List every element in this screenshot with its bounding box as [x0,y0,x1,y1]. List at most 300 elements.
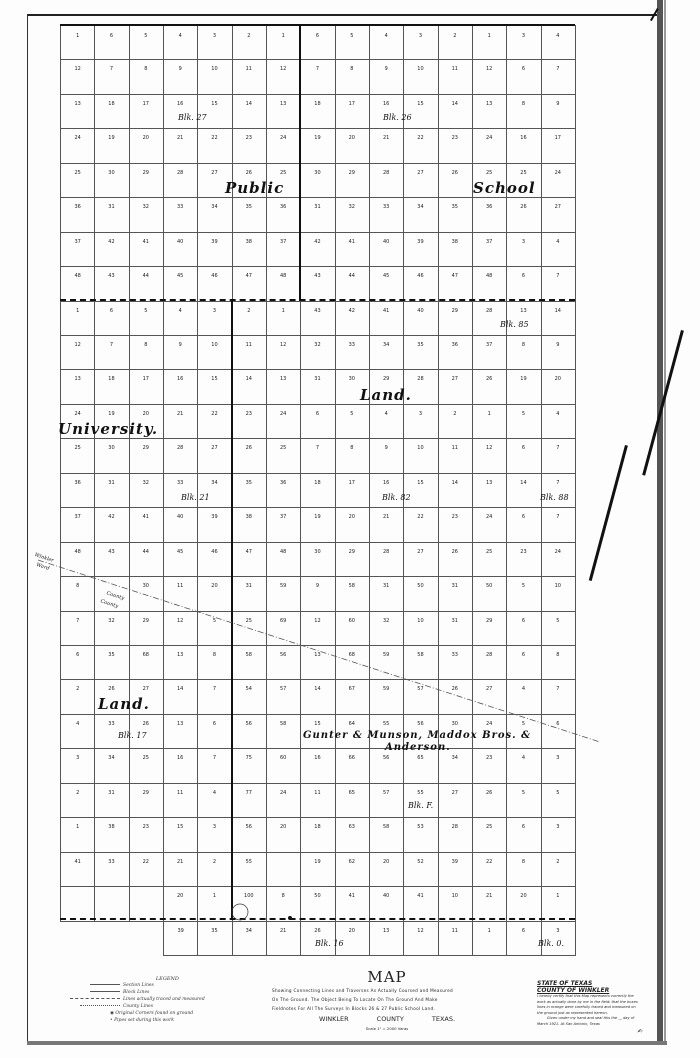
surveyor-certificate [537,980,667,1035]
survey-section: 64 [335,714,370,749]
survey-section: 37 [472,335,507,370]
survey-section: 3 [197,817,232,852]
survey-section: 35 [232,197,267,232]
survey-section: 11 [438,438,473,473]
survey-section: 14 [232,369,267,404]
survey-section: 30 [94,163,129,198]
survey-section: 2 [60,679,95,714]
survey-section: 13 [60,369,95,404]
survey-section: 38 [232,507,267,542]
survey-section: 12 [300,611,335,646]
survey-section: 9 [163,59,198,94]
survey-section: 25 [266,438,301,473]
survey-section: 28 [369,542,404,577]
survey-section: 1 [472,25,507,60]
survey-section: 28 [369,163,404,198]
survey-section: 3 [506,25,541,60]
survey-section: 42 [94,507,129,542]
survey-section: 30 [438,714,473,749]
legend-item-label: Lines actually traced and measured [123,997,205,1002]
survey-section: 67 [335,679,370,714]
survey-section: 6 [506,817,541,852]
survey-section: 11 [163,783,198,818]
survey-section: 43 [300,301,335,336]
survey-section: 21 [266,921,301,956]
survey-section: 21 [163,852,198,887]
survey-section: 26 [506,197,541,232]
signature: ✍︎ [636,1028,642,1035]
region-label: University. [58,420,159,438]
survey-section: 43 [94,266,129,301]
survey-section: 26 [300,921,335,956]
survey-section: 28 [438,817,473,852]
cert-line: the ground just as represented hereon. [537,1010,608,1015]
survey-section: 36 [266,473,301,508]
survey-section: 14 [232,94,267,129]
survey-section: 8 [335,438,370,473]
corner-icon: ◉ [110,1011,116,1016]
survey-section: 13 [369,921,404,956]
survey-section: 5 [129,301,164,336]
survey-section: 46 [197,266,232,301]
survey-section: 25 [60,163,95,198]
survey-section: 31 [438,611,473,646]
survey-section: 40 [403,301,438,336]
survey-section: 24 [472,714,507,749]
survey-section: 26 [472,369,507,404]
survey-section: 32 [335,197,370,232]
survey-section: 35 [94,645,129,680]
survey-section: 5 [335,25,370,60]
survey-section: 8 [506,94,541,129]
survey-section: 58 [266,714,301,749]
survey-section: 63 [335,817,370,852]
survey-section: 37 [266,507,301,542]
survey-section: 45 [163,542,198,577]
survey-section: 29 [129,611,164,646]
survey-section: 7 [541,507,576,542]
survey-section: 33 [369,197,404,232]
survey-section: 55 [369,714,404,749]
survey-section: 24 [60,404,95,439]
survey-section: 24 [266,404,301,439]
survey-section: 35 [197,921,232,956]
survey-section: 100 [232,886,267,921]
survey-section: 6 [94,25,129,60]
survey-section: 65 [335,783,370,818]
survey-section: 28 [472,301,507,336]
survey-section: 3 [197,25,232,60]
survey-section: 18 [300,94,335,129]
survey-section: 37 [472,232,507,267]
region-label: Public [225,179,285,197]
survey-section: 55 [232,852,267,887]
legend-item [90,1004,205,1011]
survey-section: 33 [94,852,129,887]
survey-section: 12 [163,611,198,646]
survey-section: 15 [403,473,438,508]
survey-section: 5 [541,611,576,646]
survey-section: 26 [438,163,473,198]
survey-section: 2 [438,404,473,439]
survey-section: 42 [335,301,370,336]
survey-section: 25 [472,542,507,577]
survey-section: 31 [94,197,129,232]
survey-section: 20 [335,507,370,542]
survey-section: 40 [163,232,198,267]
survey-section: 20 [335,921,370,956]
survey-section: 5 [197,611,232,646]
survey-section: 27 [197,163,232,198]
survey-section: 36 [266,197,301,232]
survey-section: 24 [472,507,507,542]
survey-section: 8 [129,335,164,370]
survey-section: 1 [197,886,232,921]
legend-item-label: Section Lines [123,983,154,988]
survey-section: 55 [403,783,438,818]
survey-section: 41 [60,852,95,887]
survey-section: 43 [94,542,129,577]
survey-section: 6 [506,59,541,94]
block-label: Blk. 27 [178,113,207,122]
survey-section: 7 [300,438,335,473]
subtitle-line: Fieldnotes For All The Surveys In Blocks 26 & 27 Public School Land. [272,1006,436,1011]
survey-section: 62 [335,852,370,887]
survey-section: 4 [369,404,404,439]
survey-section: 4 [541,404,576,439]
survey-section: 8 [60,576,95,611]
survey-section: 24 [472,128,507,163]
county-label: Ward [35,562,51,572]
survey-section: 20 [541,369,576,404]
survey-section: 15 [403,94,438,129]
survey-section: 36 [472,197,507,232]
survey-section: 16 [163,94,198,129]
survey-section: 57 [369,783,404,818]
scale-text: Scale 1" = 2000 Varas [365,1026,409,1031]
survey-section: 34 [369,335,404,370]
survey-section: 69 [266,611,301,646]
survey-section: 25 [472,817,507,852]
survey-section: 46 [197,542,232,577]
survey-section: 60 [266,748,301,783]
legend-item [110,1011,205,1018]
survey-section: 48 [60,542,95,577]
survey-section: 5 [129,25,164,60]
survey-section: 34 [197,197,232,232]
survey-section: 40 [163,507,198,542]
survey-section: 22 [403,128,438,163]
survey-section: 9 [541,335,576,370]
county-word: COUNTY [376,1015,404,1023]
survey-section: 19 [94,128,129,163]
survey-section: 56 [403,714,438,749]
survey-section: 21 [369,128,404,163]
survey-section: 16 [300,748,335,783]
block-label: Blk. F. [408,801,434,810]
survey-section: 7 [541,473,576,508]
survey-section: 10 [197,59,232,94]
survey-section: 27 [403,542,438,577]
survey-section: 38 [94,817,129,852]
survey-section: 34 [403,197,438,232]
survey-section: 27 [438,783,473,818]
survey-section: 39 [403,232,438,267]
survey-section: 50 [472,576,507,611]
survey-section: 29 [129,438,164,473]
survey-section: 14 [163,679,198,714]
survey-section: 47 [232,542,267,577]
legend-item [90,983,205,990]
survey-section: 12 [60,59,95,94]
survey-section: 37 [60,232,95,267]
survey-section: 45 [369,266,404,301]
survey-section: 22 [197,128,232,163]
survey-section: 29 [335,163,370,198]
map-title: MAP [367,968,407,986]
survey-section: 27 [197,438,232,473]
survey-section: 7 [541,679,576,714]
survey-section: 20 [129,128,164,163]
legend-item [90,990,205,997]
survey-section: 37 [60,507,95,542]
county-title [262,1015,512,1023]
survey-section: 29 [438,301,473,336]
survey-section: 10 [403,611,438,646]
survey-section: 45 [163,266,198,301]
survey-section: 27 [438,369,473,404]
survey-section: 3 [541,817,576,852]
survey-section: 15 [197,94,232,129]
survey-section: 29 [369,369,404,404]
survey-section: 13 [60,94,95,129]
survey-section: 20 [129,404,164,439]
survey-section: 33 [438,645,473,680]
survey-section: 48 [266,542,301,577]
survey-section: 24 [541,163,576,198]
survey-section: 4 [163,301,198,336]
survey-section: 65 [403,748,438,783]
survey-section: 28 [403,369,438,404]
survey-section: 21 [472,886,507,921]
cert-state: STATE OF TEXAS [537,980,593,987]
survey-section: 3 [60,748,95,783]
survey-section: 44 [335,266,370,301]
survey-section: 36 [60,197,95,232]
survey-section: 29 [129,163,164,198]
survey-section: 58 [232,645,267,680]
survey-section: 30 [300,163,335,198]
legend-item-label: Block Lines [123,990,150,995]
survey-section: 68 [129,645,164,680]
survey-section: 26 [438,679,473,714]
survey-section: 58 [369,817,404,852]
survey-section: 8 [129,59,164,94]
survey-section: 1 [472,921,507,956]
survey-section: 25 [506,163,541,198]
survey-section: 54 [232,679,267,714]
survey-section: 36 [60,473,95,508]
survey-section: 66 [335,748,370,783]
survey-section: 19 [506,369,541,404]
survey-section: 32 [129,473,164,508]
survey-section: 13 [163,714,198,749]
cert-line: Given under my hand and seal this the __ day of [547,1016,635,1020]
survey-section: 12 [266,335,301,370]
block-label: Blk. 16 [315,939,344,948]
block-label: Blk. 82 [382,493,411,502]
survey-section: 58 [403,645,438,680]
survey-section: 4 [197,783,232,818]
survey-section: 6 [541,714,576,749]
survey-section: 39 [163,921,198,956]
survey-section: 48 [60,266,95,301]
survey-section: 7 [197,748,232,783]
survey-section: 20 [163,886,198,921]
survey-section: 34 [94,748,129,783]
survey-section: 12 [266,59,301,94]
survey-section: 75 [232,748,267,783]
survey-section: 5 [506,783,541,818]
survey-section: 19 [300,852,335,887]
survey-section: 46 [403,266,438,301]
survey-section: 20 [266,817,301,852]
survey-section: 4 [369,25,404,60]
survey-section: 37 [266,232,301,267]
survey-section: 41 [129,507,164,542]
survey-section: 12 [60,335,95,370]
pipe-icon: • [110,1018,115,1023]
survey-section: 29 [335,542,370,577]
survey-section: 58 [335,576,370,611]
survey-section: 35 [438,197,473,232]
survey-section: 27 [129,679,164,714]
survey-section: 25 [129,748,164,783]
survey-section: 33 [163,197,198,232]
legend-item-label: Pipes set during this work [114,1018,174,1023]
survey-section: 13 [266,94,301,129]
survey-section: 33 [163,473,198,508]
survey-section: 15 [197,369,232,404]
survey-section: 41 [369,301,404,336]
survey-section: 59 [369,679,404,714]
subtitle-line: Showing Connecting Lines and Traverses As Actually Coursed and Measured [272,988,453,993]
survey-section: 11 [232,335,267,370]
survey-section: 13 [163,645,198,680]
survey-section: 39 [438,852,473,887]
survey-section: 1 [266,301,301,336]
survey-section: 41 [335,886,370,921]
county-label: County [99,598,119,610]
survey-section: 16 [163,748,198,783]
survey-section: 18 [300,473,335,508]
survey-section: 39 [197,232,232,267]
survey-section: 14 [541,301,576,336]
survey-section: 30 [94,438,129,473]
survey-section: 17 [129,369,164,404]
legend-item [110,1018,205,1025]
survey-section: 11 [300,783,335,818]
survey-section: 41 [403,886,438,921]
cert-county: COUNTY OF WINKLER [537,987,610,994]
survey-section: 28 [163,163,198,198]
survey-section: 32 [369,611,404,646]
legend-item-label: Original Corners found on ground [115,1011,194,1016]
survey-section: 8 [506,852,541,887]
survey-section: 25 [60,438,95,473]
survey-section: 7 [541,266,576,301]
survey-section: 36 [438,335,473,370]
survey-section: 9 [541,94,576,129]
survey-section: 21 [369,507,404,542]
survey-section: 33 [94,714,129,749]
survey-section: 7 [60,611,95,646]
survey-section: 31 [438,576,473,611]
survey-section: 5 [506,576,541,611]
survey-section: 14 [300,679,335,714]
survey-section: 25 [472,163,507,198]
survey-section: 4 [506,748,541,783]
survey-section: 18 [94,369,129,404]
survey-section: 10 [403,59,438,94]
survey-section: 56 [266,645,301,680]
survey-section: 17 [129,94,164,129]
survey-section: 6 [197,714,232,749]
survey-section: 7 [541,438,576,473]
survey-section: 5 [541,783,576,818]
survey-section: 8 [541,645,576,680]
survey-section: 5 [506,714,541,749]
survey-section: 60 [335,611,370,646]
block-label: Blk. 0. [538,939,565,948]
owner-label: Gunter & Munson, Maddox Bros. & [303,730,532,741]
survey-section: 30 [129,576,164,611]
survey-section: 6 [506,507,541,542]
survey-section: 7 [541,59,576,94]
survey-section: 23 [472,748,507,783]
survey-section: 31 [94,473,129,508]
survey-section: 22 [197,404,232,439]
survey-section: 8 [335,59,370,94]
survey-section: 17 [541,128,576,163]
survey-section: 6 [506,611,541,646]
survey-section: 57 [266,679,301,714]
survey-section: 12 [472,59,507,94]
survey-section: 26 [232,163,267,198]
survey-section: 48 [266,266,301,301]
survey-section: 2 [541,852,576,887]
owner-label: Anderson. [385,742,451,753]
region-label: Land. [360,386,412,404]
survey-section: 50 [403,576,438,611]
county-label: County [105,590,125,602]
survey-section: 22 [129,852,164,887]
survey-section: 9 [300,576,335,611]
survey-section: 40 [369,232,404,267]
survey-section: 14 [438,473,473,508]
survey-section: 32 [300,335,335,370]
survey-section: 15 [163,817,198,852]
survey-section: 24 [266,128,301,163]
survey-section: 10 [403,438,438,473]
survey-section: 3 [541,748,576,783]
survey-section: 16 [369,94,404,129]
survey-section: 38 [438,232,473,267]
survey-section: 31 [369,576,404,611]
survey-section: 19 [300,128,335,163]
survey-section: 30 [335,369,370,404]
survey-section: 31 [300,369,335,404]
